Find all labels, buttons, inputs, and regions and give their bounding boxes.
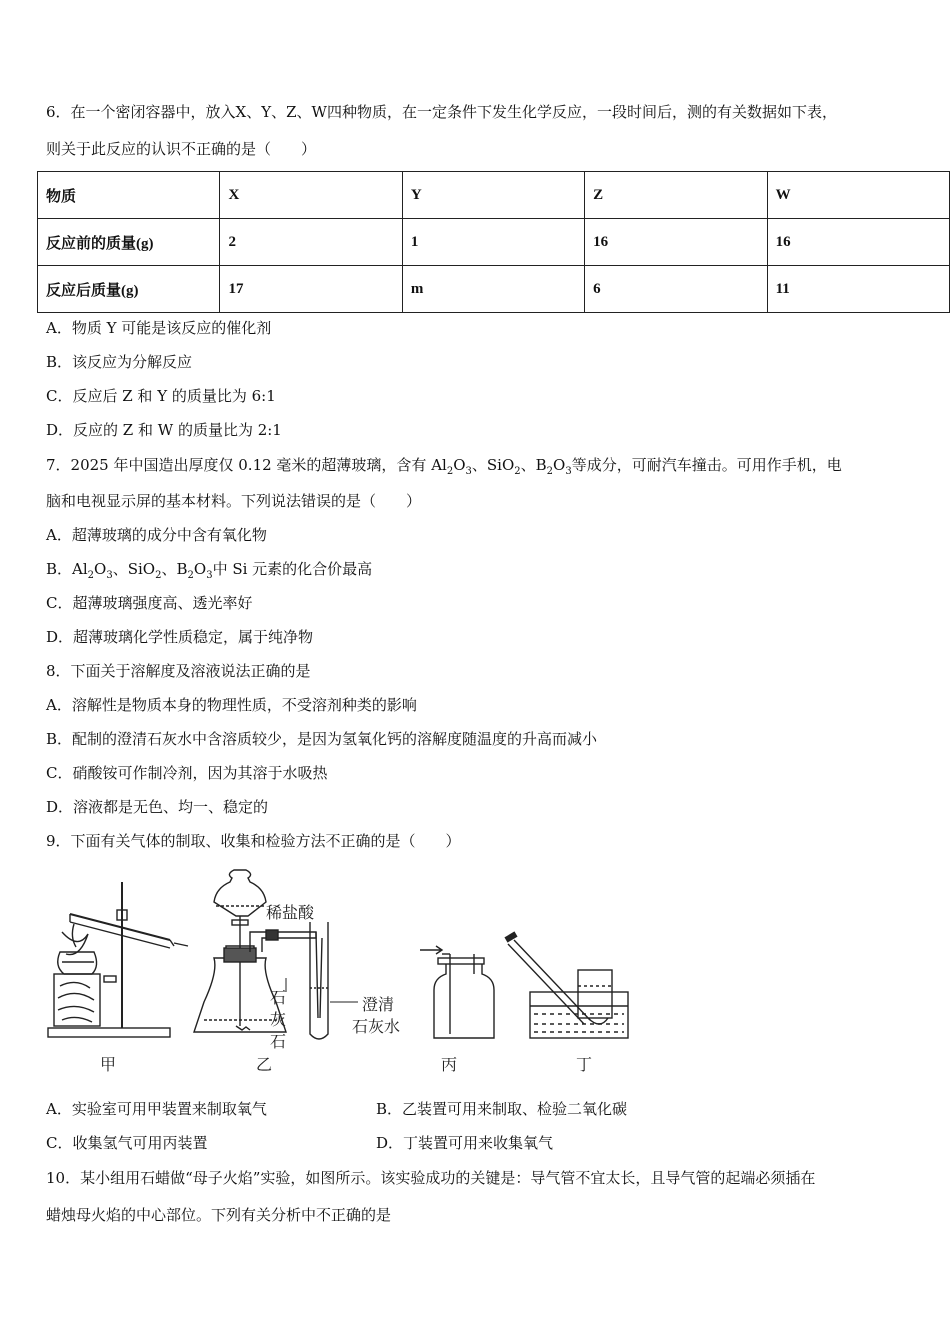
q7-option-b-text: B．Al — [46, 560, 88, 578]
apparatus-jia — [48, 882, 188, 1037]
q6-option-d: D．反应的 Z 和 W 的质量比为 2:1 — [46, 421, 282, 439]
apparatus-yi — [194, 870, 328, 1039]
table-cell: W — [767, 172, 949, 219]
q7-option-b-text: O — [94, 560, 107, 578]
q10-stem-line1: 10．某小组用石蜡做“母子火焰”实验，如图所示。该实验成功的关键是：导气管不宜太长，且导气管的起端必须插在 — [46, 1169, 816, 1187]
table-cell: Y — [402, 172, 584, 219]
q9-option-c: C．收集氢气可用丙装置 — [46, 1134, 208, 1152]
table-cell: 反应后质量(g) — [38, 266, 220, 313]
q7-option-d: D．超薄玻璃化学性质稳定，属于纯净物 — [46, 628, 314, 646]
apparatus-bing — [420, 946, 494, 1038]
table-cell: 2 — [220, 219, 402, 266]
q6-data-table — [37, 171, 950, 313]
table-cell: 16 — [585, 219, 767, 266]
q7-stem-text: O — [553, 456, 566, 474]
table-cell: 16 — [767, 219, 949, 266]
table-cell: 物质 — [38, 172, 220, 219]
q7-option-a: A．超薄玻璃的成分中含有氧化物 — [46, 526, 267, 544]
label-bing: 丙 — [441, 1055, 458, 1074]
q7-stem-line1 — [46, 455, 842, 482]
subscript: 3 — [206, 570, 213, 581]
label-yi: 乙 — [256, 1055, 273, 1074]
q7-stem-text: O — [453, 456, 466, 474]
table-cell: 17 — [220, 266, 402, 313]
subscript: 2 — [155, 570, 162, 581]
label-lime-2: 灰 — [270, 1010, 287, 1029]
subscript: 3 — [565, 466, 572, 477]
table-row — [38, 266, 950, 313]
q6-option-c: C．反应后 Z 和 Y 的质量比为 6:1 — [46, 387, 276, 405]
q10-stem-line2: 蜡烛母火焰的中心部位。下列有关分析中不正确的是 — [46, 1206, 392, 1224]
q6-stem-line2: 则关于此反应的认识不正确的是（ ） — [46, 140, 317, 158]
table-cell: 6 — [585, 266, 767, 313]
q9-option-a: A．实验室可用甲装置来制取氧气 — [46, 1100, 267, 1118]
q6-option-a: A．物质 Y 可能是该反应的催化剂 — [46, 319, 272, 337]
table-cell: 反应前的质量(g) — [38, 219, 220, 266]
table-cell: 1 — [402, 219, 584, 266]
q7-option-b-text: O — [193, 560, 207, 578]
q7-stem-text: 7．2025 年中国造出厚度仅 0.12 毫米的超薄玻璃，含有 Al — [46, 456, 447, 474]
label-clear-2: 石灰水 — [352, 1017, 401, 1036]
q7-option-b-text: 、SiO — [112, 560, 156, 578]
table-header-row — [38, 172, 950, 219]
q7-stem-text: 等成分，可耐汽车撞击。可用作手机，电 — [571, 456, 842, 474]
q8-option-c: C．硝酸铵可作制冷剂，因为其溶于水吸热 — [46, 764, 328, 782]
subscript: 2 — [446, 466, 454, 477]
q7-stem-line2: 脑和电视显示屏的基本材料。下列说法错误的是（ ） — [46, 492, 422, 510]
q7-option-b — [46, 559, 372, 586]
q8-stem: 8．下面关于溶解度及溶液说法正确的是 — [46, 662, 311, 680]
subscript: 2 — [546, 466, 554, 477]
subscript: 2 — [187, 570, 194, 581]
q9-stem: 9．下面有关气体的制取、收集和检验方法不正确的是（ ） — [46, 832, 461, 850]
q7-option-c: C．超薄玻璃强度高、透光率好 — [46, 594, 253, 612]
label-ding: 丁 — [576, 1055, 593, 1074]
q7-stem-text: 、B — [520, 456, 547, 474]
table-cell: X — [220, 172, 402, 219]
table-cell: m — [402, 266, 584, 313]
q8-option-a: A．溶解性是物质本身的物理性质，不受溶剂种类的影响 — [46, 696, 417, 714]
q9-option-d: D．丁装置可用来收集氧气 — [376, 1134, 554, 1152]
table-cell: Z — [585, 172, 767, 219]
q6-option-b: B．该反应为分解反应 — [46, 353, 193, 371]
q7-option-b-text: 中 Si 元素的化合价最高 — [212, 560, 373, 578]
q9-option-b: B．乙装置可用来制取、检验二氧化碳 — [376, 1100, 628, 1118]
table-row — [38, 219, 950, 266]
q8-option-b: B．配制的澄清石灰水中含溶质较少，是因为氢氧化钙的溶解度随温度的升高而减小 — [46, 730, 598, 748]
q8-option-d: D．溶液都是无色、均一、稳定的 — [46, 798, 269, 816]
subscript: 3 — [465, 466, 472, 477]
label-acid: 稀盐酸 — [266, 903, 315, 922]
table-cell: 11 — [767, 266, 949, 313]
subscript: 2 — [514, 466, 521, 477]
apparatus-ding — [506, 934, 628, 1038]
q6-stem-line1: 6．在一个密闭容器中，放入X、Y、Z、W四种物质，在一定条件下发生化学反应，一段时间后，测的有关数据如下表， — [46, 103, 837, 121]
subscript: 3 — [106, 570, 113, 581]
label-lime-1: 石 — [270, 988, 287, 1007]
q7-option-b-text: 、B — [161, 560, 188, 578]
q9-apparatus-figure — [40, 862, 680, 1082]
label-lime-3: 石 — [270, 1032, 287, 1051]
label-jia: 甲 — [100, 1055, 117, 1074]
subscript: 2 — [87, 570, 95, 581]
q7-stem-text: 、SiO — [471, 456, 515, 474]
label-clear-1: 澄清 — [362, 995, 395, 1014]
